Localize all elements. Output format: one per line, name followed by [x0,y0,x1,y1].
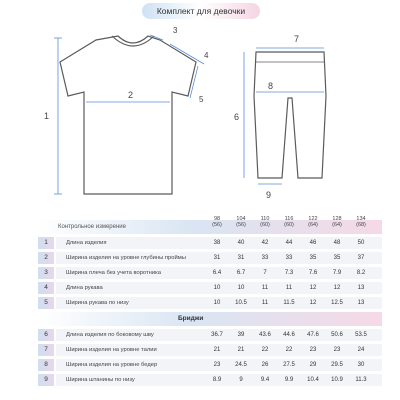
table-row [38,267,382,279]
row-value: 29.5 [331,362,343,368]
row-value: 12.5 [331,300,343,306]
row-value: 50 [357,240,365,246]
row-value: 9.4 [260,377,270,383]
row-value: 40 [237,240,245,246]
row-value: 23 [213,362,221,368]
row-number: 1 [38,237,54,249]
row-value: 36.7 [211,332,223,338]
table-row [38,282,382,294]
row-value: 12 [309,300,317,306]
row-value: 9.9 [284,377,294,383]
row-value: 21 [213,347,221,353]
row-value: 35 [309,255,317,261]
row-value: 9 [239,377,243,383]
row-value: 44.6 [283,332,295,338]
row-value: 38 [213,240,221,246]
measure-label-6: 6 [234,112,240,122]
row-value: 10.9 [331,377,343,383]
row-value: 23 [333,347,341,353]
row-label: Ширина изделия на уровне бедер [66,362,158,368]
row-number: 3 [38,267,54,279]
measure-label-2: 2 [128,90,134,100]
row-value: 11 [261,300,269,306]
table-row [38,297,382,309]
row-value: 44 [285,240,293,246]
row-value: 24 [357,347,365,353]
row-number: 2 [38,252,54,264]
table-row [38,329,382,341]
row-number: 6 [38,329,54,341]
row-value: 7.9 [332,270,342,276]
table-row [38,237,382,249]
measure-label-1: 1 [44,111,50,121]
row-value: 7.6 [308,270,318,276]
row-label: Ширина штанины по низу [66,377,135,383]
row-value: 10.5 [235,300,247,306]
row-value: 31 [237,255,245,261]
row-number: 9 [38,374,54,386]
row-value: 43.6 [259,332,271,338]
row-number: 4 [38,282,54,294]
table-row [38,344,382,356]
row-label: Ширина изделия на уровне талии [66,347,157,353]
row-label: Ширина рукава по низу [66,300,129,306]
row-value: 33 [261,255,269,261]
row-value: 30 [357,362,365,368]
row-value: 31 [213,255,221,261]
row-value: 53.5 [355,332,367,338]
row-value: 50.6 [331,332,343,338]
measure-label-9: 9 [266,190,272,200]
row-number: 7 [38,344,54,356]
row-value: 42 [261,240,269,246]
row-value: 11.5 [283,300,295,306]
row-value: 12 [333,285,341,291]
measure-label-5: 5 [199,95,204,104]
row-value: 13 [357,285,365,291]
row-value: 46 [309,240,317,246]
row-value: 11 [261,285,269,291]
row-label: Длина изделия по боковому шву [66,332,154,338]
row-value: 10 [213,285,221,291]
row-value: 10 [213,300,221,306]
row-value: 8.2 [356,270,366,276]
row-value: 7 [263,270,267,276]
row-value: 22 [285,347,293,353]
table-row [38,359,382,371]
row-number: 8 [38,359,54,371]
row-value: 37 [357,255,365,261]
row-value: 39 [237,332,245,338]
row-value: 12 [309,285,317,291]
row-value: 10 [237,285,245,291]
row-number: 5 [38,297,54,309]
row-value: 7.3 [284,270,294,276]
row-value: 10.4 [307,377,319,383]
size-col: 110 (60) [260,216,270,228]
measure-label-3: 3 [173,26,178,35]
size-col: 98 (56) [212,216,222,228]
row-value: 24.5 [235,362,247,368]
row-value: 35 [333,255,341,261]
row-value: 33 [285,255,293,261]
row-value: 11 [285,285,293,291]
row-label: Ширина плеча без учета воротника [66,270,161,276]
measure-label-4: 4 [204,51,209,60]
row-value: 21 [237,347,245,353]
size-col: 116 (60) [284,216,294,228]
tshirt-outline [60,36,196,194]
row-value: 6.4 [212,270,222,276]
size-col: 104 (56) [236,216,246,228]
size-header [0,216,400,238]
row-value: 26 [261,362,269,368]
pants-header-bar [38,312,382,326]
row-label: Длина рукава [66,285,103,291]
measure-label-8: 8 [268,81,274,91]
page-title: Комплект для девочки [142,3,260,19]
pants-section-title: Бриджи [178,315,204,322]
row-value: 48 [333,240,341,246]
row-value: 8.9 [212,377,222,383]
size-col: 128 (64) [332,216,342,228]
measure-label-7: 7 [294,34,300,44]
size-col: 122 (64) [308,216,318,228]
row-value: 47.6 [307,332,319,338]
row-value: 27.5 [283,362,295,368]
row-label: Ширина изделия на уровне глубины проймы [66,255,186,261]
row-value: 6.7 [236,270,246,276]
pants-outline [254,52,326,178]
row-value: 23 [309,347,317,353]
row-value: 29 [309,362,317,368]
table-row [38,252,382,264]
garment-diagram [0,18,400,214]
row-value: 13 [357,300,365,306]
row-value: 22 [261,347,269,353]
row-label: Длина изделия [66,240,107,246]
size-col: 134 (68) [356,216,366,228]
table-header-label: Контрольное измерение [58,224,126,230]
table-row [38,374,382,386]
row-value: 11.3 [355,377,367,383]
